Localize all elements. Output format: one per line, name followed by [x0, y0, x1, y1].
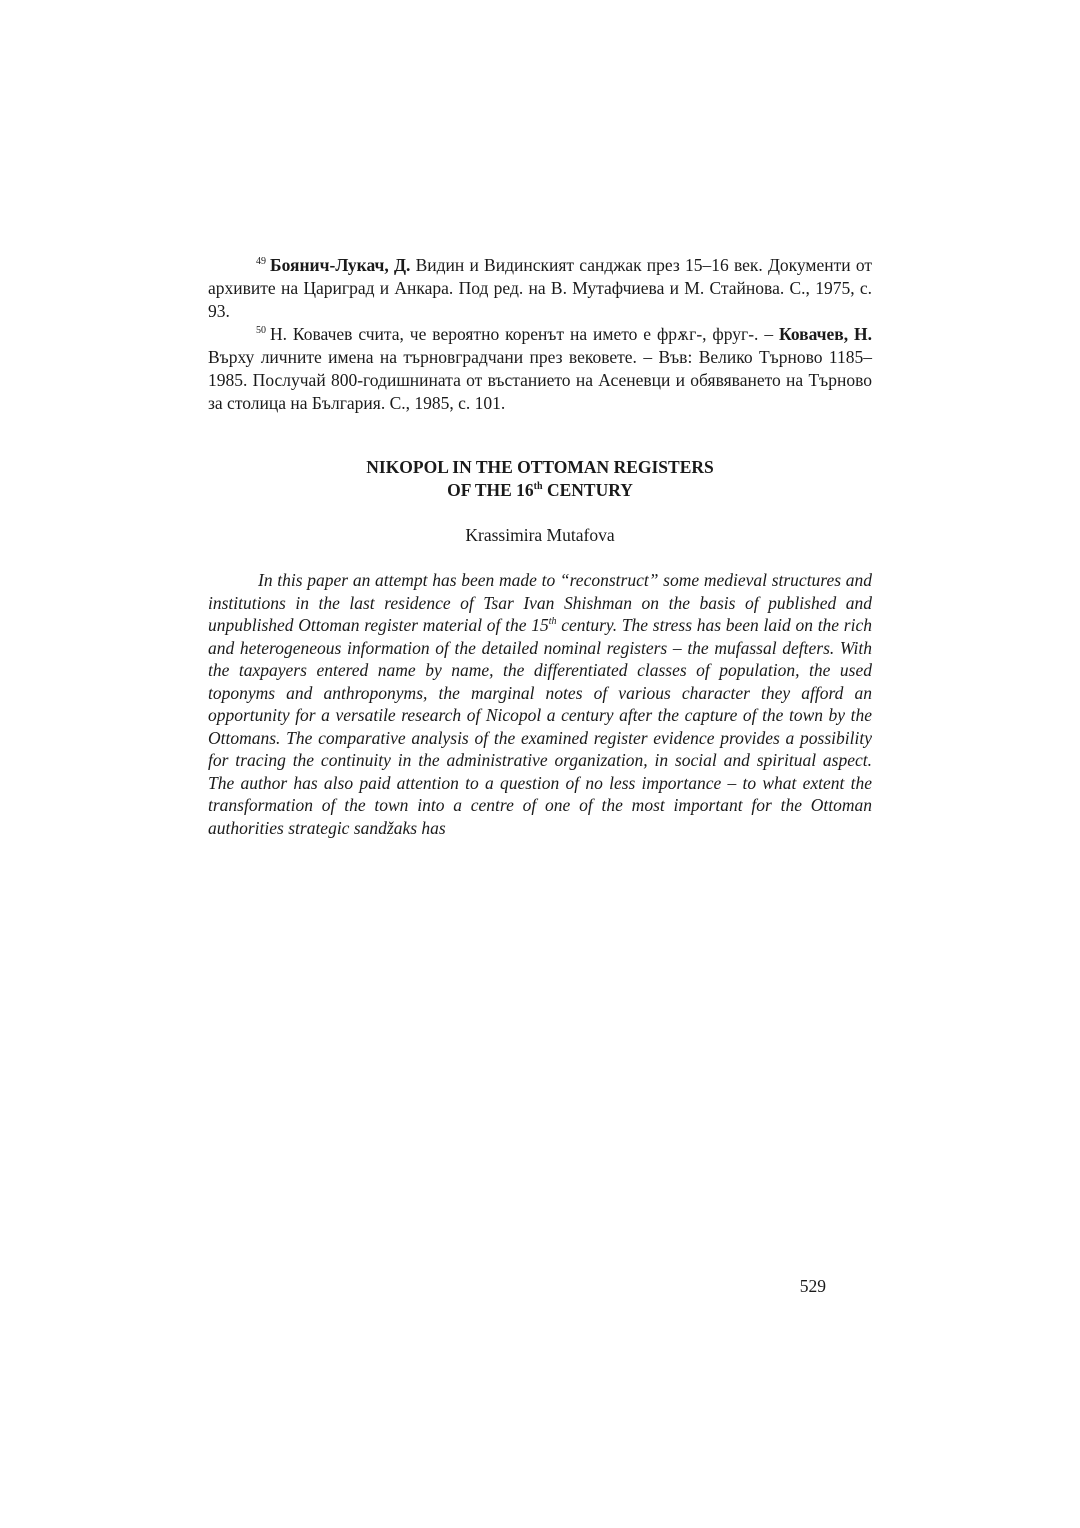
article-title: [208, 456, 872, 502]
abstract-paragraph: [208, 569, 872, 839]
footnotes-section: [208, 254, 872, 415]
footnote-text: Н. Ковачев счита, че вероятно коренът на името е фрѫг-, фруг-. –: [270, 324, 774, 344]
article-author: Krassimira Mutafova: [465, 525, 615, 545]
title-text: CENTURY: [546, 480, 633, 500]
abstract-text: century. The stress has been laid on the rich and heterogeneous information of the detailed nominal registers – the mufassal defters. With the taxpayers entered name by name, the differentiated classes of population, the used toponyms and anthroponyms, the marginal notes of various character they afford an opportunity for a versatile research of Nicopol a century after the capture of the town by the Ottomans. The comparative analysis of the examined register evidence provides a possibility for tracing the continuity in the administrative organization, in social and spiritual aspect. The author has also paid attention to a question of no less importance – to what extent the transformation of the town into a centre of one of the most important for the Ottoman authorities strategic sandžaks has: [208, 615, 872, 838]
footnote-author: Боянич-Лукач, Д.: [270, 255, 411, 275]
footnote-marker: 49: [256, 256, 266, 268]
footnote-text: Върху личните имена на търновградчани през вековете. – Във: Велико Търново 1185–1985. Послучай 800-годишнината от въстанието на Асеневци и обявяването на Търново за столица на България. С., 1985, с. 101.: [208, 347, 872, 413]
abstract-ordinal-suffix: th: [548, 616, 557, 628]
footnote-author: Ковачев, Н.: [779, 324, 873, 344]
title-ordinal-suffix: th: [533, 481, 543, 493]
footnote-49: [208, 254, 872, 323]
abstract-section: [208, 569, 872, 839]
abstract-text: In this paper an attempt has been made to “reconstruct” some medieval structures and institutions in the last residence of Tsar Ivan Shishman on the basis of published and unpublished Ottoman register material of the 15: [208, 570, 872, 635]
title-line-2: [208, 479, 872, 502]
title-line-1: NIKOPOL IN THE OTTOMAN REGISTERS: [366, 457, 714, 477]
footnote-50: [208, 323, 872, 415]
page-number: 529: [799, 1276, 826, 1296]
title-text: OF THE 16: [447, 480, 534, 500]
footnote-marker: 50: [256, 325, 266, 337]
footnote-text: Видин и Видинският санджак през 15–16 век. Документи от архивите на Цариград и Анкара. Под ред. на В. Мутафчиева и М. Стайнова. С., 1975, с. 93.: [208, 255, 873, 321]
